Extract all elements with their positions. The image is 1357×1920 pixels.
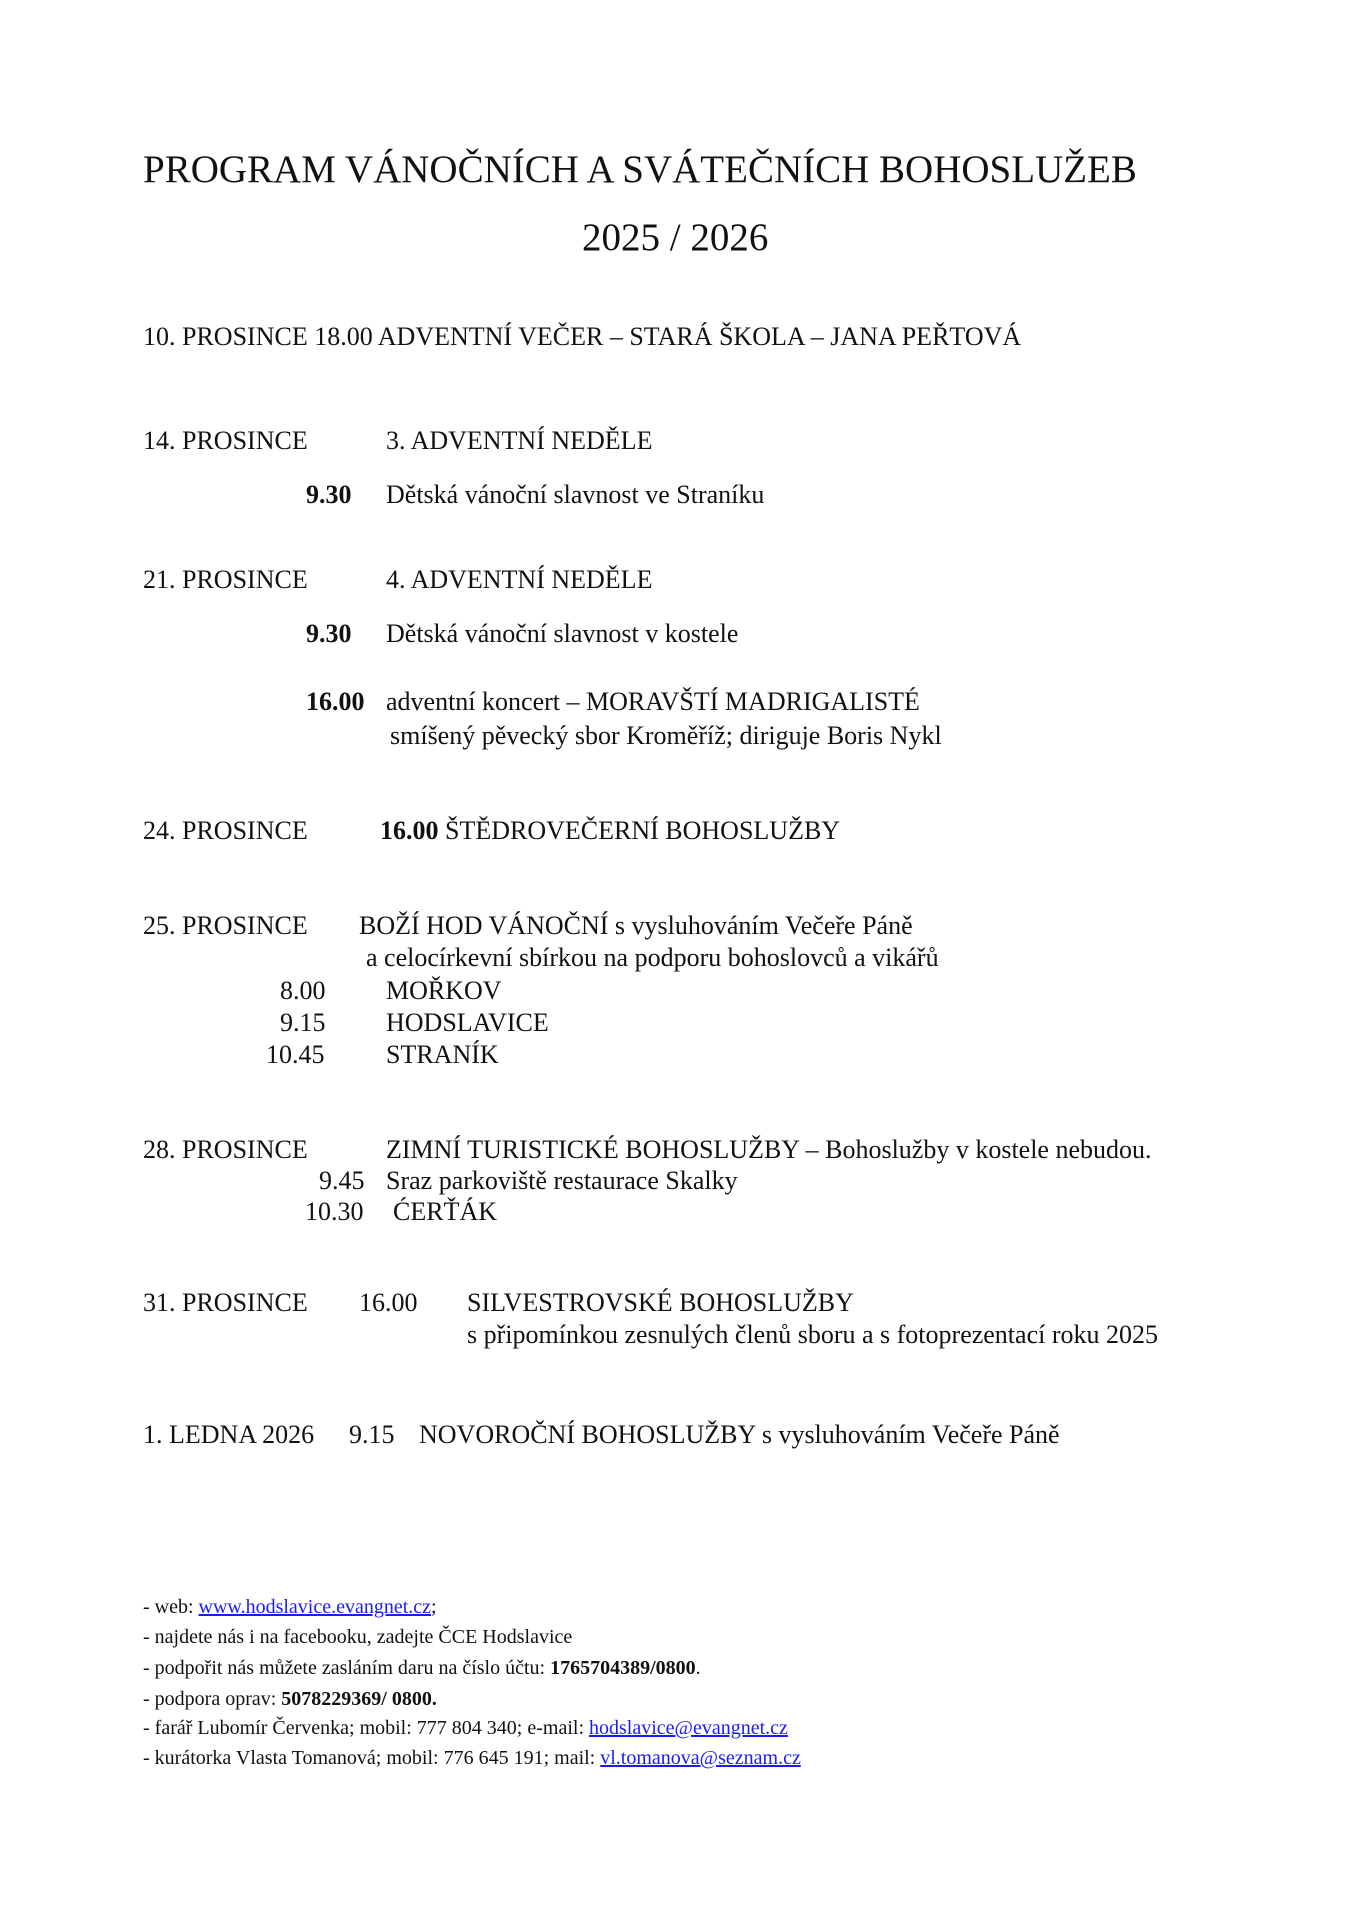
dec21-text3: smíšený pěvecký sbor Kroměříž; diriguje Boris Nykl xyxy=(390,721,942,750)
jan1-time: 9.15 xyxy=(349,1420,395,1449)
event-dec10: 10. PROSINCE 18.00 ADVENTNÍ VEČER – STARÁ ŠKOLA – JANA PEŘTOVÁ xyxy=(143,322,1022,351)
dec21-date: 21. PROSINCE xyxy=(143,565,308,594)
dec25-place-2: HODSLAVICE xyxy=(386,1008,549,1037)
dec25-date: 25. PROSINCE xyxy=(143,911,308,940)
dec24-line: 16.00 ŠTĚDROVEČERNÍ BOHOSLUŽBY xyxy=(380,816,841,845)
dec25-sub: a celocírkevní sbírkou na podporu bohoslovců a vikářů xyxy=(366,943,939,972)
dec28-time2: 10.30 xyxy=(305,1197,364,1226)
page-subtitle-years: 2025 / 2026 xyxy=(582,216,769,259)
dec14-heading: 3. ADVENTNÍ NEDĚLE xyxy=(386,426,653,455)
dec31-time: 16.00 xyxy=(359,1288,418,1317)
dec21-heading: 4. ADVENTNÍ NEDĚLE xyxy=(386,565,653,594)
dec25-time-3: 10.45 xyxy=(266,1040,325,1069)
dec21-text1: Dětská vánoční slavnost v kostele xyxy=(386,619,739,648)
dec25-heading: BOŽÍ HOD VÁNOČNÍ s vysluhováním Večeře Páně xyxy=(359,911,913,940)
jan1-text: NOVOROČNÍ BOHOSLUŽBY s vysluhováním Večeře Páně xyxy=(419,1420,1060,1449)
dec31-date: 31. PROSINCE xyxy=(143,1288,308,1317)
dec21-time1: 9.30 xyxy=(306,619,352,648)
jan1-date: 1. LEDNA 2026 xyxy=(143,1420,315,1449)
dec21-time2: 16.00 xyxy=(306,687,365,716)
footer-curator: - kurátorka Vlasta Tomanová; mobil: 776 645 191; mail: vl.tomanova@seznam.cz xyxy=(143,1747,801,1769)
curator-email-link[interactable]: vl.tomanova@seznam.cz xyxy=(600,1747,801,1769)
footer-support: - podpořit nás můžete zasláním daru na číslo účtu: 1765704389/0800. xyxy=(143,1657,701,1679)
dec28-text2: ĆERŤÁK xyxy=(393,1197,497,1226)
dec21-text2: adventní koncert – MORAVŠTÍ MADRIGALISTÉ xyxy=(386,687,920,716)
dec28-date: 28. PROSINCE xyxy=(143,1135,308,1164)
dec28-text1: Sraz parkoviště restaurace Skalky xyxy=(386,1166,738,1195)
dec14-date: 14. PROSINCE xyxy=(143,426,308,455)
dec25-time-1: 8.00 xyxy=(280,976,326,1005)
dec25-place-3: STRANÍK xyxy=(386,1040,499,1069)
footer-repair: - podpora oprav: 5078229369/ 0800. xyxy=(143,1688,437,1710)
web-link[interactable]: www.hodslavice.evangnet.cz xyxy=(198,1596,432,1618)
dec24-date: 24. PROSINCE xyxy=(143,816,308,845)
dec14-time: 9.30 xyxy=(306,480,352,509)
page-title: PROGRAM VÁNOČNÍCH A SVÁTEČNÍCH BOHOSLUŽEB xyxy=(143,148,1137,191)
dec31-heading: SILVESTROVSKÉ BOHOSLUŽBY xyxy=(467,1288,854,1317)
dec28-time1: 9.45 xyxy=(319,1166,365,1195)
pastor-email-link[interactable]: hodslavice@evangnet.cz xyxy=(589,1717,788,1739)
dec31-sub: s připomínkou zesnulých členů sboru a s fotoprezentací roku 2025 xyxy=(467,1320,1158,1349)
dec14-text: Dětská vánoční slavnost ve Straníku xyxy=(386,480,765,509)
footer-pastor: - farář Lubomír Červenka; mobil: 777 804 340; e-mail: hodslavice@evangnet.cz xyxy=(143,1717,788,1739)
dec25-time-2: 9.15 xyxy=(280,1008,326,1037)
dec25-place-1: MOŘKOV xyxy=(386,976,502,1005)
dec28-heading: ZIMNÍ TURISTICKÉ BOHOSLUŽBY – Bohoslužby v kostele nebudou. xyxy=(386,1135,1152,1164)
footer-facebook: - najdete nás i na facebooku, zadejte ČCE Hodslavice xyxy=(143,1626,573,1648)
footer-web: - web: www.hodslavice.evangnet.cz; xyxy=(143,1596,437,1618)
